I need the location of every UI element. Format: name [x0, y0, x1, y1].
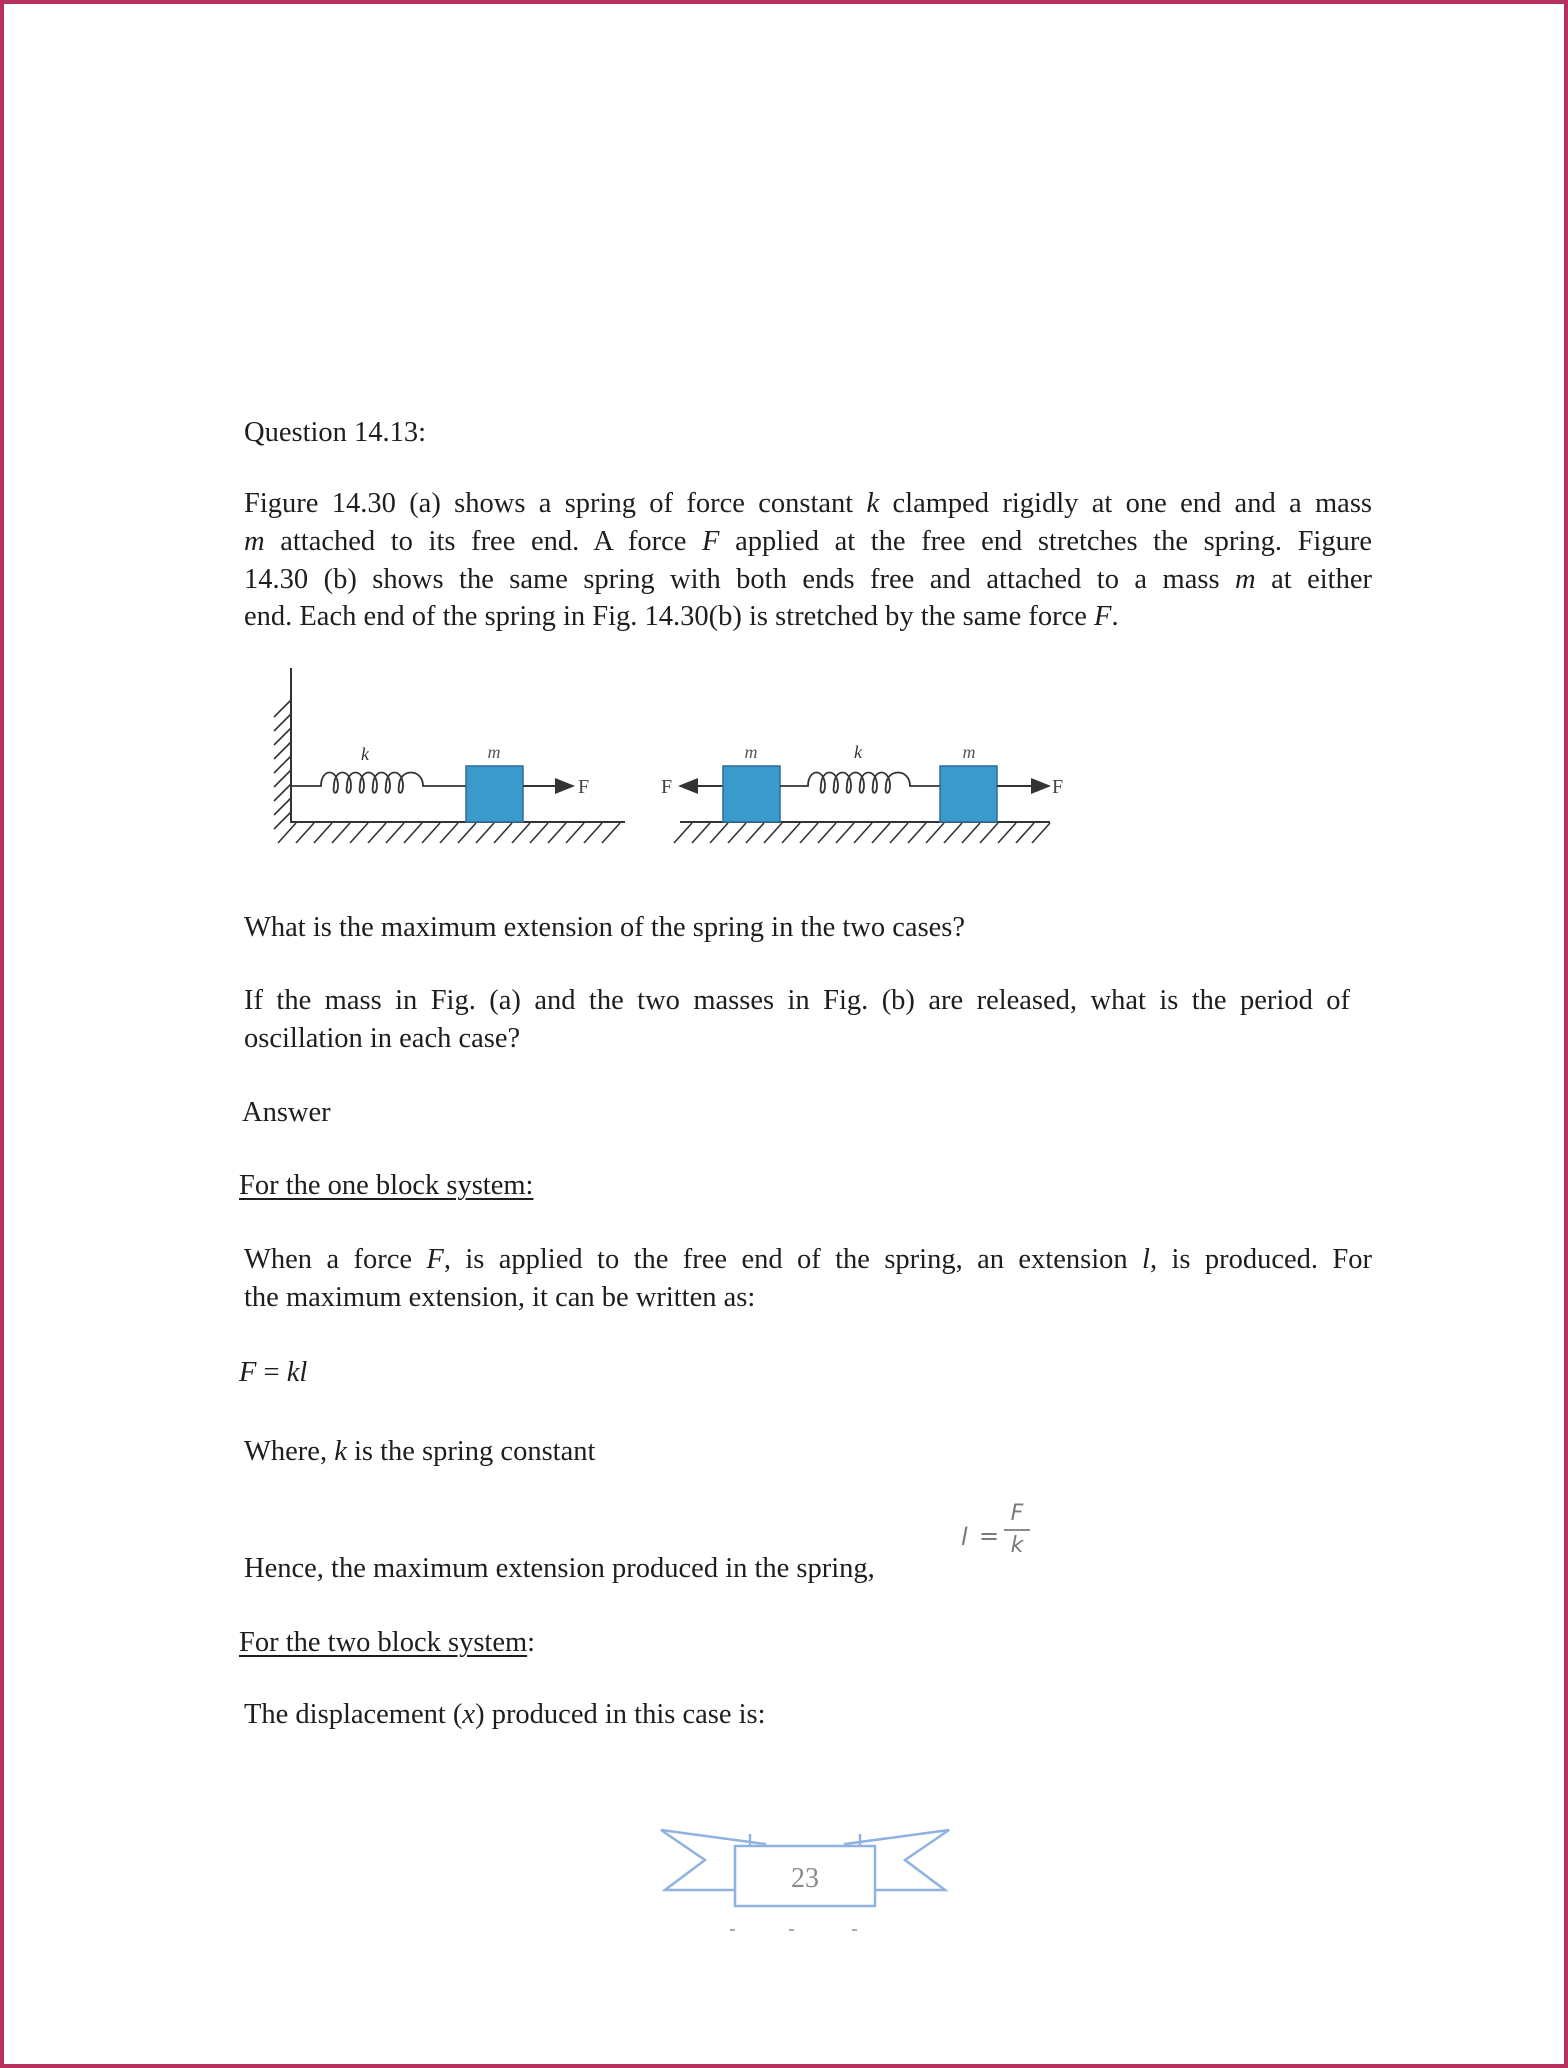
where-line	[244, 1433, 595, 1471]
two-block-title	[239, 1624, 535, 1662]
floor-hatching-a	[278, 823, 620, 843]
equation-eq: =	[256, 1357, 287, 1388]
equation-rhs: kl	[286, 1357, 308, 1388]
footer-marks	[730, 1929, 857, 1931]
figure-b	[661, 742, 1063, 843]
one-block-text	[244, 1241, 1372, 1317]
displacement-line	[244, 1696, 766, 1734]
text-line: the maximum extension, it can be written as:	[244, 1281, 756, 1313]
sub-question-2	[244, 982, 1350, 1058]
where-var: k	[334, 1436, 347, 1467]
spring-b	[780, 773, 940, 793]
formula-fraction	[1004, 1502, 1030, 1558]
displacement-var: x	[462, 1699, 476, 1730]
where-suffix: is the spring constant	[346, 1436, 596, 1467]
text-line: m attached to its free end. A force F applied at the free end stretches the spring. Figure	[244, 525, 1372, 557]
text-line: end. Each end of the spring in Fig. 14.30(b) is stretched by the same force F.	[244, 601, 1119, 633]
two-block-title-colon: :	[527, 1627, 536, 1658]
equation-lhs: F	[239, 1357, 257, 1388]
question-heading: Question 14.13:	[244, 417, 427, 448]
wall-hatching	[274, 700, 291, 829]
force-b-right-label: F	[1052, 776, 1064, 798]
figure-a	[274, 668, 625, 843]
fraction-bar	[1004, 1529, 1030, 1531]
formula-denominator: k	[1010, 1533, 1024, 1558]
sub-question-1: What is the maximum extension of the spring in the two cases?	[244, 912, 966, 943]
floor-hatching-b	[674, 823, 1050, 843]
one-block-title: For the one block system:	[239, 1170, 534, 1201]
formula-eq: =	[979, 1522, 1000, 1550]
displacement-suffix: ) produced in this case is:	[475, 1699, 766, 1730]
text-line: When a force F, is applied to the free end of the spring, an extension l, is produced. For	[244, 1244, 1372, 1275]
equation-f-equals-kl	[239, 1354, 307, 1392]
mass-block-b-right	[940, 766, 997, 822]
force-b-left-label: F	[661, 776, 673, 798]
force-a-label: F	[578, 776, 590, 798]
formula-numerator: F	[1010, 1501, 1024, 1526]
mass-b-right-label: m	[962, 742, 976, 762]
sub-question-2-line: If the mass in Fig. (a) and the two masses in Fig. (b) are released, what is the period of	[244, 985, 1350, 1016]
where-prefix: Where,	[244, 1436, 335, 1467]
spring-a-label: k	[361, 744, 369, 764]
two-block-title-text: For the two block system	[239, 1627, 528, 1658]
page-number: 23	[791, 1863, 819, 1894]
displacement-prefix: The displacement (	[244, 1699, 463, 1730]
mass-block-b-left	[723, 766, 780, 822]
page-number-ribbon	[655, 1820, 955, 1940]
hence-line: Hence, the maximum extension produced in the spring,	[244, 1553, 875, 1584]
spring-mass-figure	[0, 0, 1568, 900]
mass-b-left-label: m	[744, 742, 758, 762]
formula-l: l	[961, 1523, 968, 1551]
spring-b-label: k	[854, 742, 862, 762]
mass-a-label: m	[487, 742, 501, 762]
sub-question-2-line: oscillation in each case?	[244, 1022, 521, 1054]
spring-a	[291, 773, 466, 793]
text-line: 14.30 (b) shows the same spring with both ends free and attached to a mass m at either	[244, 563, 1372, 595]
answer-heading: Answer	[242, 1097, 331, 1128]
mass-block-a	[466, 766, 523, 822]
text-line: Figure 14.30 (a) shows a spring of force constant k clamped rigidly at one end and a mass	[244, 488, 1373, 519]
